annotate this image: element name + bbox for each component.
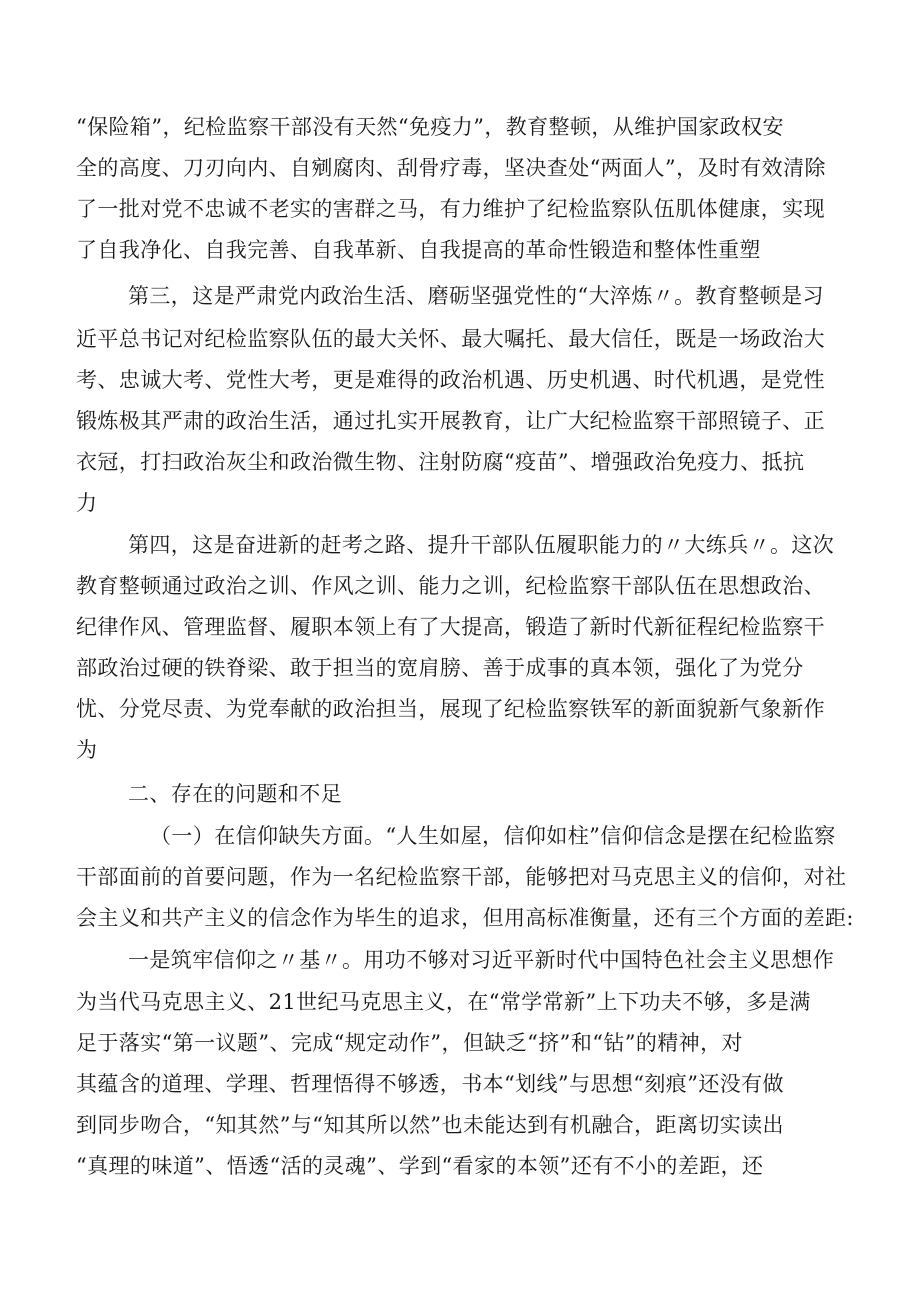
text-line: 为当代马克思主义、21世纪马克思主义，在“常学常新”上下功夫不够，多是满 [76,990,811,1014]
section-heading: 二、存在的问题和不足 [128,782,342,806]
text-line: 其蕴含的道理、学理、哲理悟得不够透，书本“划线”与思想“刻痕”还没有做 [76,1072,784,1096]
paragraph-first-line: 第三，这是严肃党内政治生活、磨砺坚强党性的“大淬炼〃。教育整顿是习 [128,284,824,308]
text-line: 考、忠诚大考、党性大考，更是难得的政治机遇、历史机遇、时代机遇，是党性 [76,368,825,392]
text-line: 锻炼极其严肃的政治生活，通过扎实开展教育，让广大纪检监察干部照镜子、正 [76,409,825,433]
text-line: 干部面前的首要问题，作为一名纪检监察干部，能够把对马克思主义的信仰，对社 [76,865,847,889]
text-line: 近平总书记对纪检监察队伍的最大关怀、最大嘱托、最大信任，既是一场政治大 [76,327,825,351]
text-line: 全的高度、刀刃向内、自剜腐肉、刮骨疗毒，坚决查处“两面人”，及时有效清除 [76,156,826,180]
text-line: “保险箱”，纪检监察干部没有天然“免疫力”，教育整顿，从维护国家政权安 [76,115,784,139]
paragraph-first-line: （一）在信仰缺失方面。“人生如屋，信仰如柱”信仰信念是摆在纪检监察 [150,824,836,848]
text-line: 会主义和共产主义的信念作为毕生的追求，但用高标准衡量，还有三个方面的差距: [76,906,854,930]
text-line: 教育整顿通过政治之训、作风之训、能力之训，纪检监察干部队伍在思想政治、 [76,574,825,598]
text-line: 足于落实“第一议题”、完成“规定动作”，但缺乏“挤”和“钻”的精神，对 [76,1031,743,1055]
text-line: 了一批对党不忠诚不老实的害群之马，有力维护了纪检监察队伍肌体健康，实现 [76,197,825,221]
paragraph-first-line: 一是筑牢信仰之〃基〃。用功不够对习近平新时代中国特色社会主义思想作 [128,948,835,972]
text-line: 纪律作风、管理监督、履职本领上有了大提高，锻造了新时代新征程纪检监察干 [76,615,825,639]
text-line: “真理的味道”、悟透“活的灵魂”、学到“看家的本领”还有不小的差距，还 [76,1154,764,1178]
text-line: 部政治过硬的铁脊梁、敢于担当的宽肩膀、善于成事的真本领，强化了为党分 [76,656,804,680]
text-line: 忧、分党尽责、为党奉献的政治担当，展现了纪检监察铁军的新面貌新气象新作 [76,697,825,721]
paragraph-first-line: 第四，这是奋进新的赶考之路、提升干部队伍履职能力的〃大练兵〃。这次 [128,533,835,557]
text-line: 到同步吻合，“知其然”与“知其所以然”也未能达到有机融合，距离切实读出 [76,1113,784,1137]
text-line: 衣冠，打扫政治灰尘和政治微生物、注射防腐“疫苗”、增强政治免疫力、抵抗 [76,450,805,474]
text-line: 为 [76,738,98,762]
text-line: 了自我净化、自我完善、自我革新、自我提高的革命性锻造和整体性重塑 [76,238,761,262]
text-line: 力 [76,491,98,515]
